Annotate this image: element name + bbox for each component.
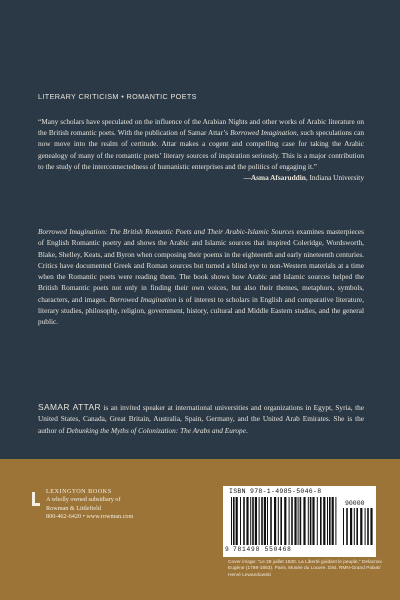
barcode-bar <box>284 497 286 545</box>
description-book-title-2: Borrowed Imagination <box>109 294 177 304</box>
barcode-bar <box>350 508 352 545</box>
barcode-bar <box>255 497 257 545</box>
barcode-bar <box>231 497 232 545</box>
barcode-bar <box>360 508 362 545</box>
barcode-bar <box>274 497 276 545</box>
barcode-bar <box>367 508 369 545</box>
barcode-bar <box>312 497 314 545</box>
barcode-bar <box>320 497 322 545</box>
endorsement-quote <box>38 116 364 183</box>
barcode-bar <box>329 497 331 545</box>
barcode-bar <box>317 497 318 545</box>
category-label: LITERARY CRITICISM • ROMANTIC POETS <box>38 92 197 101</box>
barcode-bar <box>259 497 260 545</box>
barcode-bar <box>343 508 344 545</box>
barcode-bar <box>252 497 254 545</box>
barcode-bar <box>243 497 245 545</box>
barcode-bar <box>323 497 325 545</box>
publisher-line-2: A wholly owned subsidiary of <box>46 496 121 504</box>
barcode-box <box>223 486 376 557</box>
barcode-bar <box>291 497 293 545</box>
barcode-bar <box>278 497 279 545</box>
publisher-name: LEXINGTON BOOKS <box>46 488 112 495</box>
publisher-line-3: Rowman & Littlefield <box>46 504 101 512</box>
author-name: SAMAR ATTAR <box>38 402 101 412</box>
quote-book-title: Borrowed Imagination <box>230 128 297 138</box>
book-description <box>38 226 364 328</box>
publisher-logo-icon <box>32 492 40 506</box>
barcode-bar <box>365 508 366 545</box>
isbn-label: ISBN 978-1-4985-5046-8 <box>229 488 322 495</box>
publisher-info <box>46 488 133 521</box>
barcode-bar <box>236 497 238 545</box>
attribution-affiliation: , Indiana University <box>305 173 364 183</box>
ean-barcode <box>231 497 339 545</box>
publisher-contact: 800-462-6420 • www.rowman.com <box>46 512 134 520</box>
barcode-bar <box>370 508 372 545</box>
barcode-bar <box>332 497 334 545</box>
author-other-book: Debunking the Myths of Colonization: The Arabs and Europe <box>66 425 246 435</box>
cover-image-credit: Cover image: “Le 28 juillet 1830. La Liberté guidant le peuple,” Delacroix Eugène (1798-1863). Paris, Musée du Louvre. Dist. RMN-Grand Palais/ Hervé Lewandowski <box>228 560 382 578</box>
barcode-bar <box>246 497 248 545</box>
barcode-bar <box>250 497 251 545</box>
barcode-bar <box>327 497 328 545</box>
author-bio-end: . <box>245 425 248 435</box>
barcode-bar <box>280 497 282 545</box>
barcode-bar <box>264 497 266 545</box>
barcode-bar <box>346 508 348 545</box>
barcode-bar <box>240 497 241 545</box>
barcode-bar <box>303 497 305 545</box>
author-bio <box>38 402 364 436</box>
description-text-1: examines masterpieces of English Romantic poetry and shows the Arabic and Islamic sources that inspired Coleridge, Wordsworth, Blake, Shelley, Keats, and Byron when composing their poems in the eighteenth and early nineteenth centuries. Critics have documented Greek and Roman sources but turned a blind eye to non-Western materials at a time when the Romantic poets were reading them. The book shows how Arabic and Islamic sources helped the British Romantic poets not only in finding their own voices, but also their themes, metaphors, symbols, characters, and images. <box>38 227 365 304</box>
barcode-bar <box>289 497 290 545</box>
barcode-digits: 781498 550468 <box>233 546 292 553</box>
barcode-bar <box>270 497 272 545</box>
barcode-bar <box>356 508 358 545</box>
attribution-name: —Asma Afsaruddin <box>243 173 306 183</box>
description-book-title: Borrowed Imagination: The British Romantic Poets and Their Arabic-Islamic Sources <box>38 227 295 236</box>
barcode-first-digit: 9 <box>225 546 229 553</box>
quote-text-2: , such speculations can now move into the realm of certitude. Attar makes a cogent and compelling case for taking the Arabic genealogy of many of the romantic poets’ literary sources of inspiration seriously. This is a major contribution to the study of the interconnectedness of humanistic enterprises and the politics of engaging it.” <box>38 128 365 171</box>
price-barcode <box>343 508 373 545</box>
author-bio-text: is an invited speaker at international universities and organizations in Egypt, Syria, the United States, Canada, Great Britain, Australia, Spain, Germany, and the United Arab Emirates. She is the author of <box>38 403 364 435</box>
price-code: 90000 <box>345 500 365 507</box>
barcode-bar <box>261 497 263 545</box>
barcode-bar <box>294 497 296 545</box>
barcode-bar <box>233 497 235 545</box>
barcode-bar <box>300 497 302 545</box>
description-text-2: is of interest to scholars in English and comparative literature, literary studies, philosophy, religion, government, history, cultural and Middle Eastern studies, and the general public. <box>38 294 364 327</box>
barcode-bar <box>308 497 309 545</box>
quote-text-1: “Many scholars have speculated on the influence of the Arabian Nights and other works of Arabic literature on the British romantic poets. With the publication of Samar Attar’s <box>38 117 364 138</box>
barcode-bar <box>354 508 355 545</box>
barcode-bar <box>310 497 312 545</box>
barcode-bar <box>267 497 268 545</box>
barcode-bar <box>298 497 299 545</box>
quote-attribution <box>38 172 364 183</box>
barcode-bar <box>335 497 336 545</box>
